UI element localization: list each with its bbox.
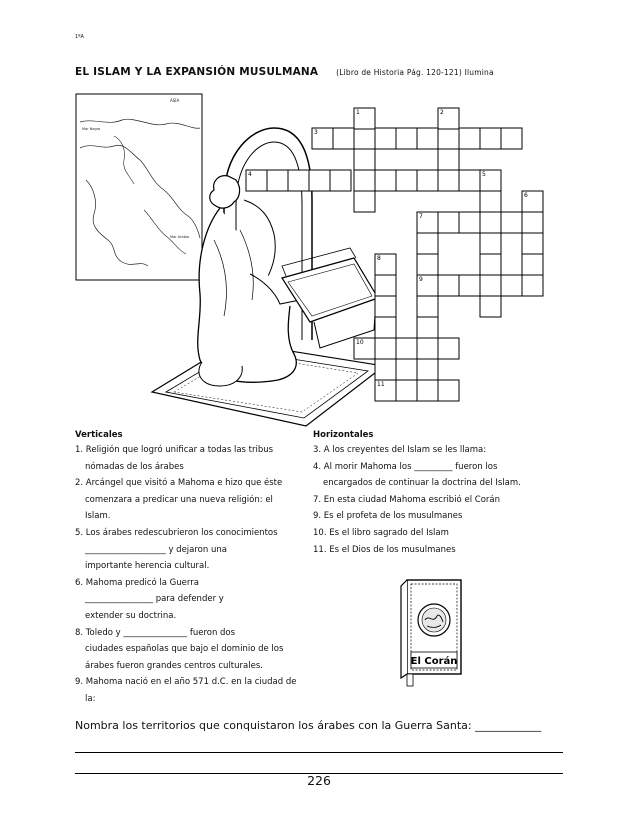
cw-num-1: 1 (356, 109, 360, 116)
map-label-mar-negro: Mar Negro (82, 127, 101, 131)
vertical-clue-5-cont: ___________________ y dejaron una (85, 544, 227, 555)
vertical-clue-1: 1. Religión que logró unificar a todas las tribus (75, 445, 274, 455)
answer-line-1[interactable] (75, 732, 563, 753)
vertical-clue-2-cont2: Islam. (85, 511, 111, 522)
title-reference: (Libro de Historia Pág. 120-121) Ilumina (336, 68, 494, 77)
vertical-clue-6-cont2: extender su doctrina. (85, 610, 177, 621)
vertical-clue-2-cont: comenzara a predicar una nueva religión: el (85, 494, 273, 505)
vertical-clue-8: 8. Toledo y _______________ fueron dos (75, 627, 236, 638)
vertical-clue-9: 9. Mahoma nació en el año 571 d.C. en la ciudad de (75, 677, 297, 688)
vertical-clue-8-cont: ciudades españolas que bajo el dominio de los (85, 644, 284, 655)
cw-num-3: 3 (314, 129, 318, 136)
page-number: 226 (307, 773, 331, 788)
vertical-clue-6: 6. Mahoma predicó la Guerra (75, 577, 199, 588)
map-label-asia: ASIA (170, 98, 180, 103)
cw-num-10: 10 (356, 339, 364, 346)
cw-num-8: 8 (377, 255, 381, 262)
verticales-title: Verticales (75, 430, 123, 440)
cw-num-11: 11 (377, 381, 385, 388)
vertical-clue-5: 5. Los árabes redescubrieron los conocimientos (75, 527, 278, 538)
cw-num-7: 7 (419, 213, 423, 220)
worksheet-title (75, 66, 494, 78)
horizontal-clue-11: 11. Es el Dios de los musulmanes (313, 544, 456, 555)
cw-num-9: 9 (419, 276, 423, 283)
map-middle-east (76, 94, 202, 280)
coran-book-title: El Corán (410, 656, 458, 667)
vertical-clue-9-cont: la: (85, 693, 96, 704)
answer-line-2[interactable] (75, 753, 563, 774)
book-stand (282, 248, 378, 348)
territories-question: Nombra los territorios que conquistaron los árabes con la Guerra Santa: ____________ (75, 719, 542, 732)
verticales-section (75, 430, 320, 708)
horizontal-clue-3: 3. A los creyentes del Islam se les llama: (313, 445, 487, 455)
horizontal-clue-7: 7. En esta ciudad Mahoma escribió el Corán (313, 494, 500, 505)
cw-num-2: 2 (440, 109, 444, 116)
cw-num-4: 4 (248, 171, 252, 178)
horizontal-clue-10: 10. Es el libro sagrado del Islam (313, 527, 449, 538)
vertical-clue-6-cont: ________________ para defender y (85, 594, 224, 605)
illustration (74, 90, 564, 430)
horizontal-clue-4: 4. Al morir Mahoma los _________ fueron los (313, 461, 498, 472)
title-text: EL ISLAM Y LA EXPANSIÓN MUSULMANA (75, 66, 319, 78)
horizontal-clue-4-cont: encargados de continuar la doctrina del Islam. (323, 478, 521, 489)
horizontal-clue-9: 9. Es el profeta de los musulmanes (313, 511, 463, 522)
horizontales-section (313, 430, 573, 558)
cw-num-6: 6 (524, 192, 528, 199)
vertical-clue-2: 2. Arcángel que visitó a Mahoma e hizo que éste (75, 478, 283, 489)
cw-num-5: 5 (482, 171, 486, 178)
map-label-mar-arabia: Mar Arabia (170, 235, 190, 239)
answer-section (75, 719, 563, 774)
horizontales-title: Horizontales (313, 430, 374, 440)
vertical-clue-8-cont2: árabes fueron grandes centros culturales. (85, 660, 263, 671)
vertical-clue-5-cont2: importante herencia cultural. (85, 561, 210, 572)
vertical-clue-1-cont: nómadas de los árabes (85, 461, 184, 472)
grade-label: 1ºA (75, 34, 84, 40)
coran-book-illustration (399, 578, 465, 690)
